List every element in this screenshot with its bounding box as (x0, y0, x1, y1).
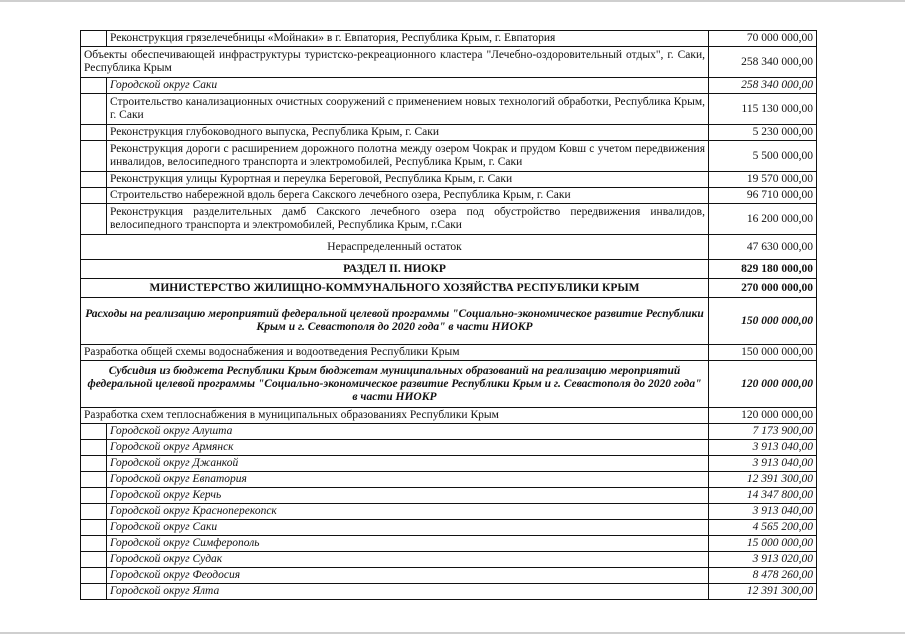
table-row (81, 94, 817, 125)
indent-cell (81, 584, 107, 600)
row-name: Городской округ Керчь (107, 488, 709, 504)
table-row (81, 408, 817, 424)
indent-cell (81, 520, 107, 536)
indent-cell (81, 94, 107, 125)
row-name: Городской округ Армянск (107, 440, 709, 456)
row-name: Разработка общей схемы водоснабжения и водоотведения Республики Крым (81, 345, 709, 361)
row-amount: 19 570 000,00 (709, 172, 817, 188)
row-amount: 150 000 000,00 (709, 345, 817, 361)
row-name: Городской округ Джанкой (107, 456, 709, 472)
row-name: Субсидия из бюджета Республики Крым бюджетам муниципальных образований на реализацию мероприятий федеральной целевой программы "Социально-экономическое развитие Республики Крым и г. Севастополя до 2020 года" в части НИОКР (81, 361, 709, 408)
row-amount: 7 173 900,00 (709, 424, 817, 440)
indent-cell (81, 424, 107, 440)
table-row (81, 361, 817, 408)
scan-edge-top (0, 0, 905, 2)
budget-table (80, 30, 817, 600)
section-row (81, 260, 817, 279)
indent-cell (81, 204, 107, 235)
table-row (81, 568, 817, 584)
row-amount: 120 000 000,00 (709, 361, 817, 408)
row-amount: 4 565 200,00 (709, 520, 817, 536)
row-name: Реконструкция дороги с расширением дорожного полотна между озером Чокрак и прудом Ковш с учетом передвижения инвалидов, велосипедного транспорта и электромобилей, Республика Крым, г. Саки (107, 141, 709, 172)
table-row (81, 141, 817, 172)
indent-cell (81, 456, 107, 472)
row-amount: 3 913 020,00 (709, 552, 817, 568)
row-name: Расходы на реализацию мероприятий федеральной целевой программы "Социально-экономическое развитие Республики Крым и г. Севастополя до 2020 года" в части НИОКР (81, 298, 709, 345)
table-row (81, 31, 817, 47)
row-amount: 47 630 000,00 (709, 235, 817, 260)
indent-cell (81, 440, 107, 456)
indent-cell (81, 31, 107, 47)
row-amount: 3 913 040,00 (709, 504, 817, 520)
row-amount: 70 000 000,00 (709, 31, 817, 47)
indent-cell (81, 141, 107, 172)
row-name: Разработка схем теплоснабжения в муниципальных образованиях Республики Крым (81, 408, 709, 424)
row-amount: 96 710 000,00 (709, 188, 817, 204)
table-row (81, 440, 817, 456)
table-row (81, 520, 817, 536)
table-row (81, 172, 817, 188)
row-name: Реконструкция глубоководного выпуска, Республика Крым, г. Саки (107, 125, 709, 141)
row-name: Городской округ Евпатория (107, 472, 709, 488)
row-name: Городской округ Феодосия (107, 568, 709, 584)
indent-cell (81, 536, 107, 552)
row-amount: 120 000 000,00 (709, 408, 817, 424)
table-row (81, 472, 817, 488)
row-amount: 258 340 000,00 (709, 47, 817, 78)
row-name: Нераспределенный остаток (81, 235, 709, 260)
table-row (81, 298, 817, 345)
row-amount: 258 340 000,00 (709, 78, 817, 94)
section-title: РАЗДЕЛ II. НИОКР (81, 260, 709, 279)
row-amount: 15 000 000,00 (709, 536, 817, 552)
row-name: Городской округ Симферополь (107, 536, 709, 552)
row-amount: 115 130 000,00 (709, 94, 817, 125)
table-row (81, 456, 817, 472)
row-amount: 12 391 300,00 (709, 472, 817, 488)
indent-cell (81, 188, 107, 204)
table-row (81, 235, 817, 260)
section-amount: 270 000 000,00 (709, 279, 817, 298)
row-name: Городской округ Судак (107, 552, 709, 568)
row-name: Городской округ Ялта (107, 584, 709, 600)
table-row (81, 504, 817, 520)
table-row (81, 536, 817, 552)
table-row (81, 584, 817, 600)
row-name: Объекты обеспечивающей инфраструктуры туристско-рекреационного кластера "Лечебно-оздоровительный отдых", г. Саки, Республика Крым (81, 47, 709, 78)
indent-cell (81, 568, 107, 584)
table-row (81, 552, 817, 568)
row-name: Реконструкция грязелечебницы «Мойнаки» в г. Евпатория, Республика Крым, г. Евпатория (107, 31, 709, 47)
scan-edge-bottom (0, 632, 905, 634)
indent-cell (81, 78, 107, 94)
section-amount: 829 180 000,00 (709, 260, 817, 279)
row-amount: 5 500 000,00 (709, 141, 817, 172)
table-row (81, 424, 817, 440)
row-name: Городской округ Красноперекопск (107, 504, 709, 520)
table-row (81, 47, 817, 78)
row-amount: 3 913 040,00 (709, 440, 817, 456)
table-row (81, 204, 817, 235)
row-amount: 14 347 800,00 (709, 488, 817, 504)
indent-cell (81, 552, 107, 568)
indent-cell (81, 125, 107, 141)
row-name: Строительство канализационных очистных сооружений с применением новых технологий обработки, Республика Крым, г. Саки (107, 94, 709, 125)
row-amount: 8 478 260,00 (709, 568, 817, 584)
table-row (81, 125, 817, 141)
indent-cell (81, 172, 107, 188)
row-amount: 3 913 040,00 (709, 456, 817, 472)
row-name: Реконструкция разделительных дамб Сакского лечебного озера под обустройство передвижения инвалидов, велосипедного транспорта и электромобилей, Республика Крым, г.Саки (107, 204, 709, 235)
table-row (81, 488, 817, 504)
indent-cell (81, 472, 107, 488)
row-name: Реконструкция улицы Курортная и переулка Береговой, Республика Крым, г. Саки (107, 172, 709, 188)
table-row (81, 345, 817, 361)
row-name: Городской округ Саки (107, 520, 709, 536)
section-title: МИНИСТЕРСТВО ЖИЛИЩНО-КОММУНАЛЬНОГО ХОЗЯЙСТВА РЕСПУБЛИКИ КРЫМ (81, 279, 709, 298)
row-amount: 150 000 000,00 (709, 298, 817, 345)
indent-cell (81, 504, 107, 520)
row-amount: 12 391 300,00 (709, 584, 817, 600)
table-row (81, 188, 817, 204)
row-amount: 5 230 000,00 (709, 125, 817, 141)
row-amount: 16 200 000,00 (709, 204, 817, 235)
table-row (81, 78, 817, 94)
row-name: Городской округ Алушта (107, 424, 709, 440)
section-row (81, 279, 817, 298)
indent-cell (81, 488, 107, 504)
row-name: Строительство набережной вдоль берега Сакского лечебного озера, Республика Крым, г. Саки (107, 188, 709, 204)
row-name: Городской округ Саки (107, 78, 709, 94)
